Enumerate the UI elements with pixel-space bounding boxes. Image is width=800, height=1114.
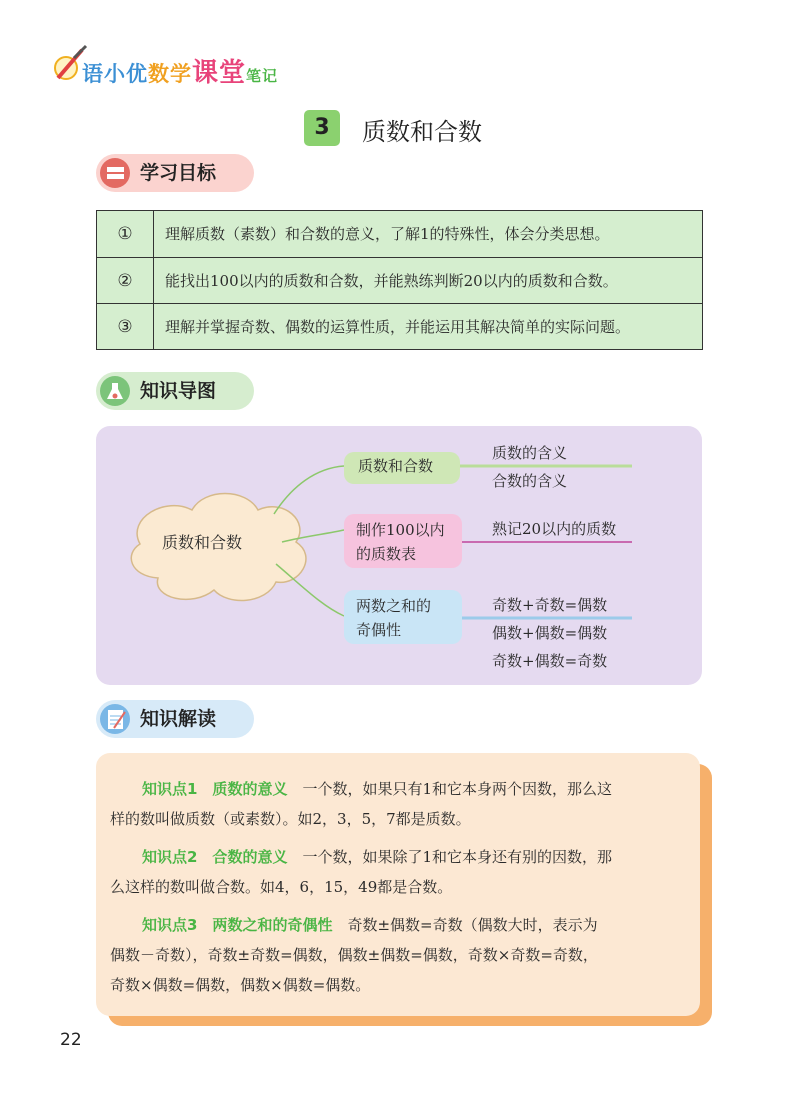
chapter-title: 质数和合数 bbox=[362, 118, 482, 146]
table-row: ③ 理解并掌握奇数、偶数的运算性质，并能运用其解决简单的实际问题。 bbox=[97, 303, 702, 350]
table-row: ② 能找出100以内的质数和合数，并能熟练判断20以内的质数和合数。 bbox=[97, 257, 702, 304]
leaf-item: 合数的含义 bbox=[492, 472, 568, 490]
section-header-mindmap: 知识导图 bbox=[96, 372, 254, 410]
leaf-item: 熟记20以内的质数 bbox=[492, 520, 617, 538]
section-header-goals: 学习目标 bbox=[96, 154, 254, 192]
branch-label-1: 质数和合数 bbox=[358, 457, 434, 475]
knowledge-point-1: 知识点1 质数的意义 一个数，如果只有1和它本身两个因数，那么这 样的数叫做质数（或素数）。如2，3，5，7都是质数。 bbox=[110, 780, 613, 828]
knowledge-point-2: 知识点2 合数的意义 一个数，如果除了1和它本身还有别的因数，那 么这样的数叫做合数。如4，6，15，49都是合数。 bbox=[110, 848, 613, 896]
notepad-icon bbox=[100, 704, 130, 734]
chapter-number: 3 bbox=[304, 110, 340, 146]
logo-text: 语小优数学课堂笔记 bbox=[82, 58, 279, 88]
leaf-item: 质数的含义 bbox=[492, 444, 568, 462]
section-header-explain: 知识解读 bbox=[96, 700, 254, 738]
flask-icon bbox=[100, 376, 130, 406]
table-row: ① 理解质数（素数）和合数的意义，了解1的特殊性，体会分类思想。 bbox=[97, 211, 702, 257]
goals-table bbox=[96, 210, 703, 350]
mindmap-center-label: 质数和合数 bbox=[161, 533, 242, 552]
book-icon bbox=[100, 158, 130, 188]
branch-label-2: 制作100以内 的质数表 bbox=[356, 521, 445, 563]
leaf-item: 奇数+偶数=奇数 bbox=[492, 652, 608, 670]
branch-label-3: 两数之和的 奇偶性 bbox=[356, 597, 432, 639]
page-number: 22 bbox=[60, 1030, 82, 1050]
leaf-item: 偶数+偶数=偶数 bbox=[492, 624, 608, 642]
leaf-item: 奇数+奇数=偶数 bbox=[492, 596, 608, 614]
knowledge-point-3: 知识点3 两数之和的奇偶性 奇数±偶数=奇数（偶数大时，表示为 偶数－奇数），奇数±奇数=偶数，偶数±偶数=偶数，奇数×奇数=奇数， 奇数×偶数=偶数，偶数×偶数=偶数。 bbox=[110, 916, 598, 994]
